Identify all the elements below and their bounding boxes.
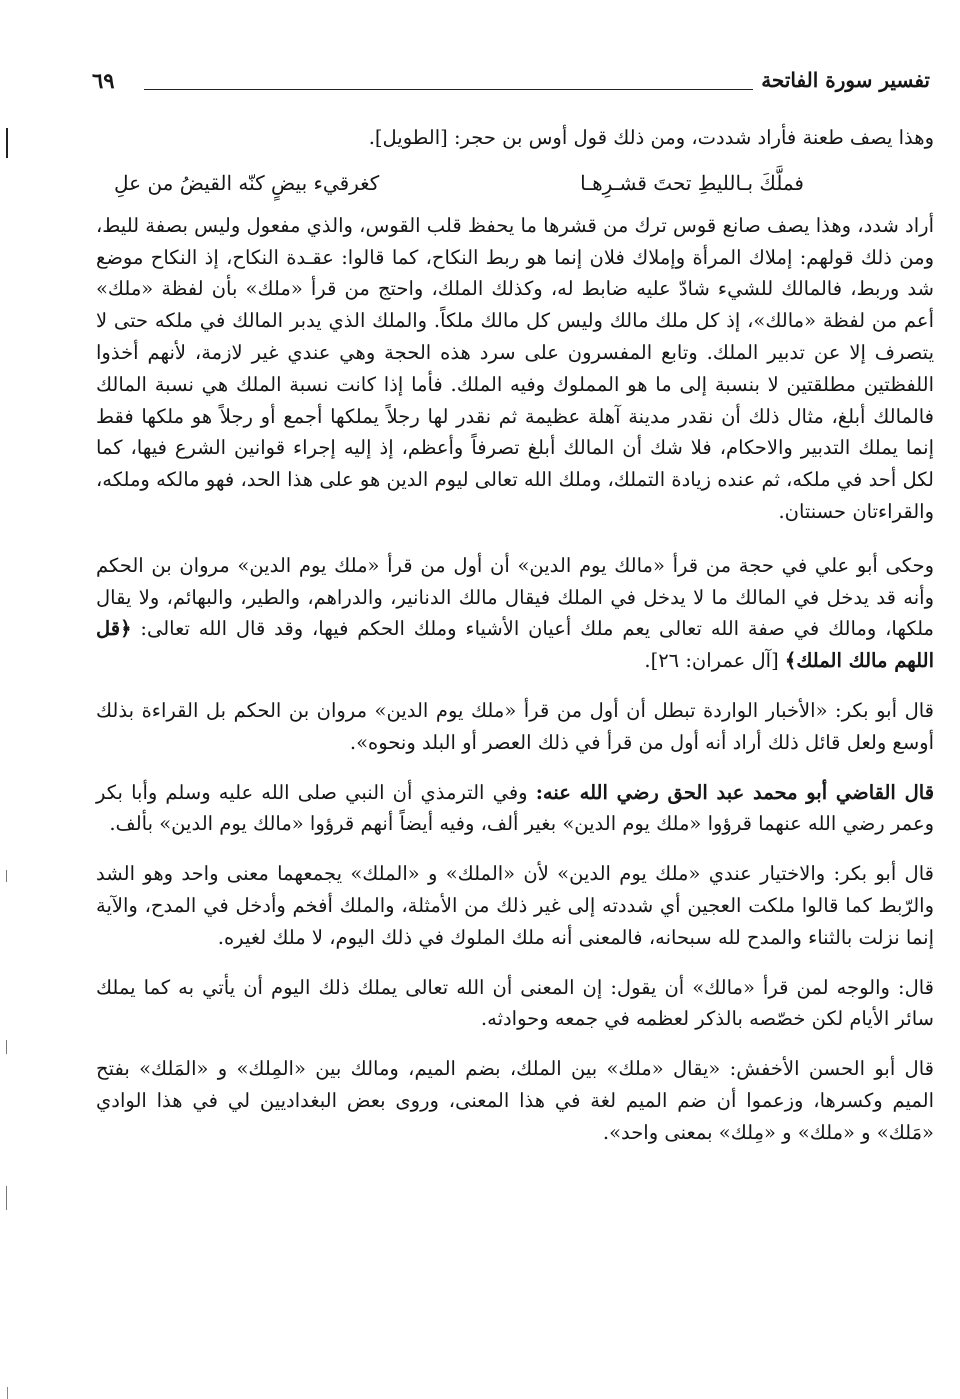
- quran-quote: ﴿قل اللهم مالك الملك﴾: [96, 617, 934, 673]
- page-content: [96, 122, 934, 1149]
- qadi-heading: قال القاضي أبو محمد عبد الحق رضي الله عنه:: [535, 780, 935, 804]
- paragraph-qadi: [96, 777, 934, 841]
- paragraph-explanation: أراد شدد، وهذا يصف صانع قوس ترك من قشرها ما يحفظ قلب القوس، والذي مفعول وليس بصفة لليط، ومن ذلك قولهم: إملاك المرأة وإملاك فلان إنما هو ربط النكاح، كما قالوا: عقـدة النكاح، إذ النكاح موضع شد وربط، فالمالك للشيء شادّ عليه ضابط له، وكذلك الملك، واحتج من قرأ «ملك» بأن لفظة «ملك» أعم من لفظة «مالك»، إذ كل ملك مالك وليس كل مالك ملكاً. والملك الذي يدبر المالك في ملكه حتى لا يتصرف إلا عن تدبير الملك. وتابع المفسرون على سرد هذه الحجة وهي عندي غير لازمة، لأنهم أخذوا اللفظتين مطلقتين لا بنسبة إلى ما هو المملوك وفيه الملك. فأما إذا كانت نسبة الملك هي نسبة المالك فالمالك أبلغ، مثال ذلك أن نقدر مدينة آهلة عظيمة ثم نقدر لها رجلاً يملكها أجمع أو رجلاً هو ملكها فقط إنما يملك التدبير والاحكام، فلا شك أن المالك أبلغ تصرفاً وأعظم، إذ إليه إجراء قوانين الشرع فيها، كما لكل أحد في ملكه، ثم عنده زيادة التملك، وملك الله تعالى ليوم الدين هو على هذا الحد، فهو مالكه وملكه، والقراءتان حسنتان.: [96, 213, 934, 523]
- poem-hemistich-right: فملَّكَ بـالليطِ تحتَ قشـرِهـا: [580, 170, 804, 195]
- page-number: ٦٩: [92, 68, 115, 93]
- edge-mark: [6, 1040, 7, 1054]
- qadi-text: وفي الترمذي أن النبي صلى الله عليه وسلم وأبا بكر وعمر رضي الله عنهما قرؤوا «ملك يوم الدين» بغير ألف، وفيه أيضاً أنهم قرؤوا «مالك يوم الدين» بألف.: [96, 780, 934, 836]
- bottom-edge-mark: [7, 1387, 8, 1399]
- poem-hemistich-left: كغرقيء بيضٍ كنّه القيضُ من علِ: [114, 170, 380, 195]
- paragraph-akhfash: قال أبو الحسن الأخفش: «يقال «ملك» بين الملك، بضم الميم، ومالك بين «المِلك» و «المَلك» بفتح الميم وكسرها، وزعموا أن ضم الميم لغة في هذا المعنى، وروى بعض البغداديين لي في هذا الوادي «مَلك» و «ملك» و «مِلك» بمعنى واحد».: [96, 1057, 934, 1144]
- poem-verse: [96, 162, 934, 206]
- paragraph-abu-ali-text: وحكى أبو علي في حجة من قرأ «مالك يوم الدين» أن أول من قرأ «ملك يوم الدين» مروان بن الحكم وأنه قد يدخل في المالك ما لا يدخل في الملك فيقال مالك الدنانير، والدراهم، والطير، والبهائم، ولا يقال ملكها، ومالك في صفة الله تعالى يعم ملك أعيان الأشياء وملك الحكم فيها، وقد قال الله تعالى:: [96, 553, 935, 641]
- edge-mark: [6, 870, 7, 882]
- paragraph-abu-bakr-2: قال أبو بكر: والاختيار عندي «ملك يوم الدين» لأن «الملك» و «الملك» يجمعهما معنى واحد وهو الشد والرّبط كما قالوا ملكت العجين أي شددته إلى غير ذلك من الأمثلة، والملك أفخم وأدخل في المدح، والآية إنما نزلت بالثناء والمدح لله سبحانه، فالمعنى أنه ملك الملوك في ذلك اليوم، لا ملك لغيره.: [96, 862, 934, 949]
- running-header: [92, 68, 930, 102]
- edge-mark: [6, 1186, 7, 1210]
- paragraph-abu-ali: [96, 550, 934, 677]
- quran-reference: [آل عمران: ٢٦].: [644, 649, 779, 673]
- paragraph-abu-bakr-1: قال أبو بكر: «الأخبار الواردة تبطل أن أول من قرأ «ملك يوم الدين» مروان بن الحكم بل القراءة بذلك أوسع ولعل قائل ذلك أراد أنه أول من قرأ في ذلك العصر أو البلد ونحوه».: [96, 698, 934, 754]
- header-title: تفسير سورة الفاتحة: [753, 68, 930, 92]
- header-rule: [144, 89, 762, 90]
- paragraph-qala: قال: والوجه لمن قرأ «مالك» أن يقول: إن المعنى أن الله تعالى يملك ذلك اليوم أن يأتي به كما يملك سائر الأيام لكن خصّصه بالذكر لعظمه في جمعه وحوادثه.: [96, 975, 934, 1031]
- margin-bracket: [6, 128, 8, 158]
- paragraph-intro: وهذا يصف طعنة فأراد شددت، ومن ذلك قول أوس بن حجر: [الطويل].: [368, 126, 934, 149]
